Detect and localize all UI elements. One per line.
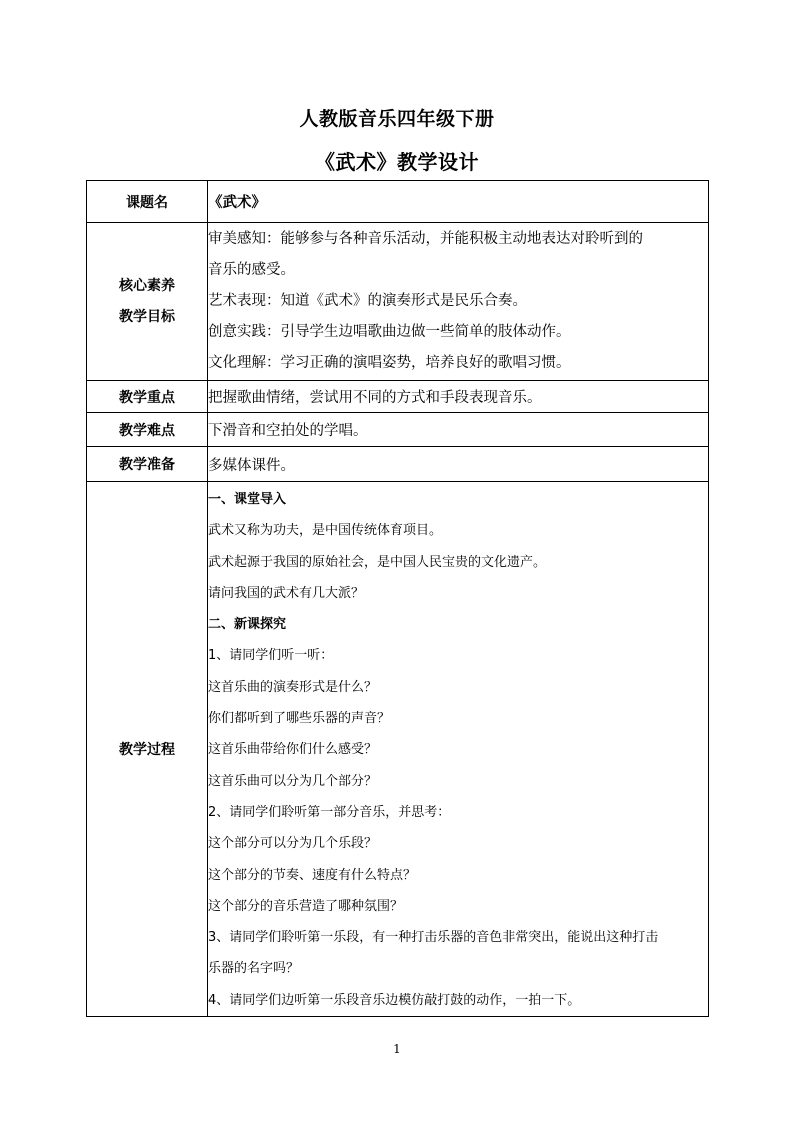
goal-line: 艺术表现：知道《武术》的演奏形式是民乐合奏。: [208, 293, 527, 309]
goals-label-line1: 核心素养: [119, 277, 175, 294]
goals-label-line2: 教学目标: [119, 308, 175, 325]
process-line: 请问我国的武术有几大派？: [208, 585, 365, 601]
page-number: 1: [393, 1042, 401, 1056]
topic-label: 课题名: [87, 181, 208, 223]
process-line: 你们都听到了哪些乐器的声音？: [208, 711, 391, 727]
document-subtitle: 《武术》教学设计: [315, 150, 479, 174]
goal-line: 文化理解：学习正确的演唱姿势，培养良好的歌唱习惯。: [208, 355, 571, 371]
process-line: 武术又称为功夫，是中国传统体育项目。: [208, 523, 443, 539]
preparation-label: 教学准备: [87, 447, 208, 482]
topic-value: 《武术》: [208, 181, 709, 223]
table-row-topic: [87, 181, 709, 223]
lesson-plan-table: [86, 180, 709, 1017]
process-content: [208, 482, 709, 1017]
document-title: 人教版音乐四年级下册: [299, 108, 495, 130]
process-line: 3、请同学们聆听第一乐段，有一种打击乐器的音色非常突出，能说出这种打击: [208, 930, 659, 946]
key-points-value: 把握歌曲情绪，尝试用不同的方式和手段表现音乐。: [208, 381, 709, 413]
table-row-goals: [87, 223, 709, 381]
difficulties-value: 下滑音和空拍处的学唱。: [208, 413, 709, 447]
process-section-heading: 一、课堂导入: [208, 492, 287, 507]
process-line: 这个部分的节奏、速度有什么特点？: [208, 867, 417, 883]
goal-line: 创意实践：引导学生边唱歌曲边做一些简单的肢体动作。: [208, 324, 571, 340]
difficulties-label: 教学难点: [87, 413, 208, 447]
preparation-value: 多媒体课件。: [208, 447, 709, 482]
process-line: 4、请同学们边听第一乐段音乐边模仿敲打鼓的动作，一拍一下。: [208, 992, 581, 1008]
key-points-label: 教学重点: [87, 381, 208, 413]
goal-line: 音乐的感受。: [208, 262, 295, 278]
goals-content: [208, 223, 709, 381]
process-line: 这个部分的音乐营造了哪种氛围？: [208, 898, 404, 914]
process-line: 这个部分可以分为几个乐段？: [208, 836, 378, 852]
goal-line: 审美感知：能够参与各种音乐活动，并能积极主动地表达对聆听到的: [208, 231, 643, 247]
process-line: 1、请同学们听一听：: [208, 648, 334, 664]
process-line: 2、请同学们聆听第一部分音乐，并思考：: [208, 804, 451, 820]
process-line: 这首乐曲带给你们什么感受？: [208, 742, 378, 758]
table-row-preparation: [87, 447, 709, 482]
process-line: 这首乐曲可以分为几个部分？: [208, 773, 378, 789]
process-section-heading: 二、新课探究: [208, 617, 287, 633]
process-line: 乐器的名字吗？: [208, 961, 300, 977]
goals-label: [87, 223, 208, 381]
process-label: 教学过程: [87, 482, 208, 1017]
process-line: 武术起源于我国的原始社会，是中国人民宝贵的文化遗产。: [208, 554, 547, 570]
table-row-difficulties: [87, 413, 709, 447]
table-row-key-points: [87, 381, 709, 413]
table-row-process: [87, 482, 709, 1017]
process-line: 这首乐曲的演奏形式是什么？: [208, 679, 378, 695]
